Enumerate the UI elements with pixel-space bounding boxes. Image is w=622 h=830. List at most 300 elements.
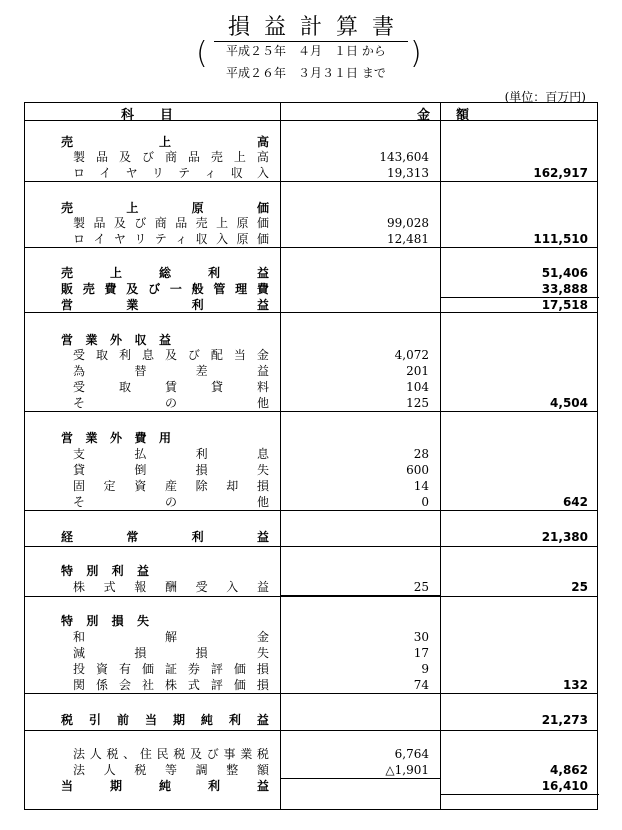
row-label <box>73 215 269 231</box>
row-label <box>73 149 269 165</box>
row-label-char: 定 <box>103 479 116 493</box>
row-label-char: 価 <box>233 662 246 676</box>
total-amount: 642 <box>562 495 588 509</box>
statement-row <box>25 529 597 545</box>
row-label-char: 評 <box>210 678 223 692</box>
row-label-char: 税 <box>134 763 147 777</box>
row-label <box>73 478 269 494</box>
statement-row <box>25 332 597 348</box>
total-amount: 17,518 <box>541 298 588 312</box>
row-label <box>73 379 269 395</box>
section-rule <box>25 596 597 597</box>
row-label-char: 民 <box>156 747 169 761</box>
statement-row <box>25 563 597 579</box>
statement-title: 損益計算書 <box>0 10 622 41</box>
row-label-char: 息 <box>256 447 269 461</box>
row-label-char: 般 <box>191 282 204 296</box>
row-label-char: ィ <box>175 232 188 246</box>
row-label-char: 人 <box>103 763 116 777</box>
row-label-char: 外 <box>109 333 122 347</box>
row-label <box>61 332 171 348</box>
row-label-char: の <box>164 495 177 509</box>
row-label-char: 売 <box>61 266 74 280</box>
row-label-char: 受 <box>195 580 208 594</box>
statement-row <box>25 494 597 510</box>
row-label-char: 営 <box>61 333 74 347</box>
row-label-char: テ <box>154 232 167 246</box>
row-label-char: 商 <box>164 150 177 164</box>
period-to: 平成２６年 ３月３１日 まで <box>226 66 386 80</box>
total-amount: 4,862 <box>550 763 588 777</box>
sub-amount: 74 <box>413 678 429 692</box>
row-label <box>61 712 269 728</box>
row-label <box>61 265 269 281</box>
row-label-char: 売 <box>61 135 74 149</box>
sub-amount: 25 <box>413 580 429 594</box>
row-label-char: 利 <box>118 348 131 362</box>
row-label-char: 損 <box>256 662 269 676</box>
sub-amount: 125 <box>406 396 429 410</box>
row-label-char: 及 <box>164 348 177 362</box>
row-label-char: 営 <box>61 298 74 312</box>
row-label-char: び <box>187 348 200 362</box>
row-label-char: 価 <box>256 216 269 230</box>
amount-underline <box>281 181 440 182</box>
row-label-char: 及 <box>113 216 126 230</box>
row-label-char: 益 <box>256 298 269 312</box>
sub-amount: 9 <box>421 662 429 676</box>
row-label-char: 他 <box>256 495 269 509</box>
row-label-char: 上 <box>216 216 229 230</box>
row-label-char: 酬 <box>164 580 177 594</box>
statement-row <box>25 762 597 778</box>
row-label-char: 益 <box>256 266 269 280</box>
row-label <box>73 363 269 379</box>
row-label-char: 入 <box>226 580 239 594</box>
total-amount: 162,917 <box>533 166 588 180</box>
row-label-char: 失 <box>256 463 269 477</box>
row-label-char: 受 <box>73 380 86 394</box>
row-label-char: 産 <box>164 479 177 493</box>
statement-row <box>25 363 597 379</box>
row-label-char: 人 <box>89 747 102 761</box>
sub-amount: 19,313 <box>387 166 429 180</box>
row-label-char: 用 <box>158 431 171 445</box>
amount-underline <box>441 297 599 298</box>
row-label-char: 純 <box>200 713 213 727</box>
row-label-char: 収 <box>230 166 243 180</box>
unit-label: (単位：百万円) <box>504 90 586 104</box>
row-label-char: イ <box>99 166 112 180</box>
row-label-char: 経 <box>61 530 74 544</box>
row-label-char: 期 <box>172 713 185 727</box>
statement-row <box>25 200 597 216</box>
total-amount: 51,406 <box>541 266 588 280</box>
row-label <box>61 778 269 794</box>
row-label-char: 、 <box>123 747 136 761</box>
statement-row <box>25 149 597 165</box>
row-label-char: そ <box>73 495 86 509</box>
row-label-char: 却 <box>226 479 239 493</box>
row-label-char: 上 <box>126 201 139 215</box>
row-label-char: 解 <box>164 630 177 644</box>
row-label-char: 特 <box>61 564 74 578</box>
row-label-char: 製 <box>73 150 86 164</box>
statement-row <box>25 134 597 150</box>
row-label-char: 投 <box>73 662 86 676</box>
row-label-char: 業 <box>126 298 139 312</box>
total-amount: 21,380 <box>541 530 588 544</box>
row-label-char: 損 <box>256 678 269 692</box>
row-label-char: 貸 <box>210 380 223 394</box>
row-label <box>61 613 149 629</box>
row-label-char: 倒 <box>134 463 147 477</box>
sub-amount: 14 <box>413 479 429 493</box>
row-label-char: 住 <box>139 747 152 761</box>
row-label-char: 期 <box>109 779 122 793</box>
row-label-char: そ <box>73 396 86 410</box>
row-label-char: 関 <box>73 678 86 692</box>
row-label-char: 別 <box>86 614 99 628</box>
row-label-char: イ <box>93 232 106 246</box>
row-label-char: ィ <box>204 166 217 180</box>
row-label-char: 費 <box>134 431 147 445</box>
sub-amount: 99,028 <box>387 216 429 230</box>
row-label-char: 式 <box>103 580 116 594</box>
row-label-char: 取 <box>118 380 131 394</box>
row-label-char: 益 <box>256 713 269 727</box>
sub-amount: 17 <box>413 646 429 660</box>
row-label-char: 税 <box>61 713 74 727</box>
row-label-char: リ <box>151 166 164 180</box>
row-label <box>61 430 171 446</box>
statement-row <box>25 165 597 181</box>
amount-underline <box>281 595 440 596</box>
row-label <box>61 200 269 216</box>
row-label-char: 理 <box>235 282 248 296</box>
header-amount: 金 額 <box>417 108 470 123</box>
amount-underline <box>441 794 599 795</box>
row-label-char: 税 <box>106 747 119 761</box>
statement-row <box>25 629 597 645</box>
total-amount: 33,888 <box>541 282 588 296</box>
row-label-char: 料 <box>256 380 269 394</box>
row-label-char: 及 <box>126 282 139 296</box>
row-label-char: 当 <box>233 348 246 362</box>
row-label <box>73 661 269 677</box>
row-label-char: テ <box>178 166 191 180</box>
row-label-char: 収 <box>195 232 208 246</box>
amount-underline <box>281 778 440 779</box>
row-label <box>73 629 269 645</box>
row-label-char: 利 <box>195 447 208 461</box>
row-label-char: 当 <box>61 779 74 793</box>
row-label-char: 益 <box>256 779 269 793</box>
row-label-char: 収 <box>134 333 147 347</box>
income-statement-table <box>24 102 598 810</box>
row-label <box>73 579 269 595</box>
row-label <box>73 762 269 778</box>
row-label-char: 益 <box>256 530 269 544</box>
row-label-char: 利 <box>228 713 241 727</box>
row-label-char: 売 <box>61 201 74 215</box>
row-label-char: 入 <box>256 166 269 180</box>
row-label-char: 株 <box>164 678 177 692</box>
row-label-char: 当 <box>144 713 157 727</box>
row-label-char: 価 <box>141 662 154 676</box>
row-label <box>61 563 149 579</box>
row-label-char: 売 <box>210 150 223 164</box>
total-amount: 4,504 <box>550 396 588 410</box>
header-item: 科 目 <box>121 108 174 123</box>
row-label-char: 及 <box>190 747 203 761</box>
total-amount: 16,410 <box>541 779 588 793</box>
row-label-char: 業 <box>85 431 98 445</box>
sub-amount: 201 <box>406 364 429 378</box>
row-label-char: ロ <box>73 166 86 180</box>
row-label-char: 品 <box>95 150 108 164</box>
row-label-char: 損 <box>195 463 208 477</box>
row-label-char: 取 <box>95 348 108 362</box>
row-label-char: 引 <box>88 713 101 727</box>
row-label-char: 営 <box>61 431 74 445</box>
row-label-char: 製 <box>73 216 86 230</box>
row-label-char: 利 <box>111 564 124 578</box>
row-label-char: 売 <box>82 282 95 296</box>
statement-row <box>25 347 597 363</box>
row-label-char: 替 <box>134 364 147 378</box>
row-label-char: 株 <box>73 580 86 594</box>
row-label <box>73 462 269 478</box>
row-label-char: 為 <box>73 364 86 378</box>
total-amount: 25 <box>571 580 588 594</box>
row-label-char: 原 <box>191 201 204 215</box>
row-label-char: 整 <box>226 763 239 777</box>
row-label <box>73 231 269 247</box>
row-label-char: 販 <box>61 282 74 296</box>
statement-row <box>25 462 597 478</box>
row-label-char: 損 <box>134 646 147 660</box>
statement-row <box>25 231 597 247</box>
row-label-char: び <box>134 216 147 230</box>
row-label-char: 品 <box>175 216 188 230</box>
statement-row <box>25 430 597 446</box>
row-label-char: リ <box>134 232 147 246</box>
statement-row <box>25 645 597 661</box>
period-from: 平成２５年 ４月 １日 から <box>226 44 386 58</box>
amount-underline <box>281 510 440 511</box>
sub-amount: 600 <box>406 463 429 477</box>
row-label-char: 利 <box>191 298 204 312</box>
sub-amount: 143,604 <box>379 150 429 164</box>
row-label-char: 有 <box>118 662 131 676</box>
row-label-char: 調 <box>195 763 208 777</box>
statement-row <box>25 478 597 494</box>
row-label-char: 総 <box>158 266 171 280</box>
section-rule <box>25 730 597 731</box>
row-label <box>61 529 269 545</box>
row-label-char: 利 <box>191 530 204 544</box>
row-label-char: 失 <box>136 614 149 628</box>
row-label-char: 特 <box>61 614 74 628</box>
row-label-char: 損 <box>111 614 124 628</box>
sub-amount: 12,481 <box>387 232 429 246</box>
row-label-char: 純 <box>158 779 171 793</box>
row-label-char: 社 <box>141 678 154 692</box>
row-label-char: 払 <box>134 447 147 461</box>
statement-row <box>25 379 597 395</box>
row-label <box>61 297 269 313</box>
row-label-char: 及 <box>118 150 131 164</box>
row-label-char: 益 <box>158 333 171 347</box>
row-label-char: 入 <box>216 232 229 246</box>
statement-row <box>25 677 597 693</box>
row-label-char: 品 <box>187 150 200 164</box>
row-label-char: 益 <box>256 580 269 594</box>
row-label-char: 税 <box>173 747 186 761</box>
row-label-char: 貸 <box>73 463 86 477</box>
row-label-char: 法 <box>73 763 86 777</box>
period-close-paren: ) <box>410 36 422 71</box>
row-label-char: の <box>164 396 177 410</box>
row-label-char: 費 <box>256 282 269 296</box>
statement-row <box>25 281 597 297</box>
amount-underline <box>281 247 440 248</box>
row-label-char: 資 <box>95 662 108 676</box>
row-label-char: 息 <box>141 348 154 362</box>
row-label-char: 支 <box>73 447 86 461</box>
statement-row <box>25 446 597 462</box>
row-label-char: 金 <box>256 348 269 362</box>
statement-row <box>25 613 597 629</box>
section-rule <box>25 546 597 547</box>
row-label-char: 高 <box>256 135 269 149</box>
row-label-char: 商 <box>154 216 167 230</box>
statement-row <box>25 297 597 313</box>
row-label-char: 法 <box>73 747 86 761</box>
sub-amount: △1,901 <box>385 763 429 777</box>
row-label-char: 減 <box>73 646 86 660</box>
row-label-char: 売 <box>195 216 208 230</box>
statement-row <box>25 746 597 762</box>
row-label-char: 業 <box>85 333 98 347</box>
row-label-char: 和 <box>73 630 86 644</box>
row-label-char: 品 <box>93 216 106 230</box>
total-amount: 111,510 <box>533 232 588 246</box>
row-label-char: 業 <box>240 747 253 761</box>
row-label <box>73 165 269 181</box>
statement-row <box>25 265 597 281</box>
row-label-char: 価 <box>256 232 269 246</box>
amount-underline <box>281 693 440 694</box>
row-label-char: 費 <box>104 282 117 296</box>
row-label <box>73 677 269 693</box>
row-label-char: 評 <box>210 662 223 676</box>
row-label-char: 受 <box>73 348 86 362</box>
row-label-char: 金 <box>256 630 269 644</box>
amount-underline <box>281 411 440 412</box>
statement-row <box>25 778 597 794</box>
section-rule <box>25 312 597 313</box>
row-label-char: 原 <box>236 216 249 230</box>
row-label-char: 高 <box>256 150 269 164</box>
row-label-char: 他 <box>256 396 269 410</box>
row-label-char: ロ <box>73 232 86 246</box>
statement-row <box>25 712 597 728</box>
row-label-char: 会 <box>118 678 131 692</box>
row-label-char: ヤ <box>125 166 138 180</box>
row-label-char: 税 <box>256 747 269 761</box>
sub-amount: 104 <box>406 380 429 394</box>
row-label-char: 差 <box>195 364 208 378</box>
row-label-char: 常 <box>126 530 139 544</box>
row-label-char: 利 <box>207 779 220 793</box>
sub-amount: 4,072 <box>394 348 429 362</box>
row-label-char: 利 <box>207 266 220 280</box>
row-label-char: 外 <box>109 431 122 445</box>
row-label-char: び <box>206 747 219 761</box>
row-label <box>61 281 269 297</box>
row-label-char: び <box>141 150 154 164</box>
sub-amount: 28 <box>413 447 429 461</box>
row-label-char: 前 <box>116 713 129 727</box>
row-label-char: 管 <box>213 282 226 296</box>
total-amount: 132 <box>562 678 588 692</box>
row-label-char: 上 <box>158 135 171 149</box>
row-label-char: 係 <box>95 678 108 692</box>
row-label-char: 等 <box>164 763 177 777</box>
row-label-char: 上 <box>109 266 122 280</box>
statement-row <box>25 579 597 595</box>
period-open-paren: ( <box>196 36 208 71</box>
row-label-char: 原 <box>236 232 249 246</box>
row-label-char: 失 <box>256 646 269 660</box>
header-rule <box>25 120 597 121</box>
row-label-char: 額 <box>256 763 269 777</box>
row-label-char: 損 <box>195 646 208 660</box>
row-label-char: 事 <box>223 747 236 761</box>
statement-row <box>25 661 597 677</box>
row-label-char: 券 <box>187 662 200 676</box>
row-label-char: び <box>148 282 161 296</box>
row-label-char: ヤ <box>113 232 126 246</box>
sub-amount: 0 <box>421 495 429 509</box>
row-label <box>73 395 269 411</box>
row-label-char: 式 <box>187 678 200 692</box>
row-label-char: 上 <box>233 150 246 164</box>
row-label-char: 報 <box>134 580 147 594</box>
row-label-char: 別 <box>86 564 99 578</box>
row-label-char: 価 <box>256 201 269 215</box>
row-label-char: 資 <box>134 479 147 493</box>
statement-row <box>25 395 597 411</box>
total-amount: 21,273 <box>541 713 588 727</box>
row-label <box>73 494 269 510</box>
row-label-char: 益 <box>136 564 149 578</box>
row-label-char: 証 <box>164 662 177 676</box>
row-label-char: 一 <box>169 282 182 296</box>
row-label-char: 賃 <box>164 380 177 394</box>
row-label-char: 益 <box>256 364 269 378</box>
row-label-char: 配 <box>210 348 223 362</box>
row-label <box>61 134 269 150</box>
statement-row <box>25 215 597 231</box>
row-label <box>73 347 269 363</box>
row-label-char: 固 <box>73 479 86 493</box>
row-label <box>73 446 269 462</box>
row-label <box>73 746 269 762</box>
row-label-char: 価 <box>233 678 246 692</box>
